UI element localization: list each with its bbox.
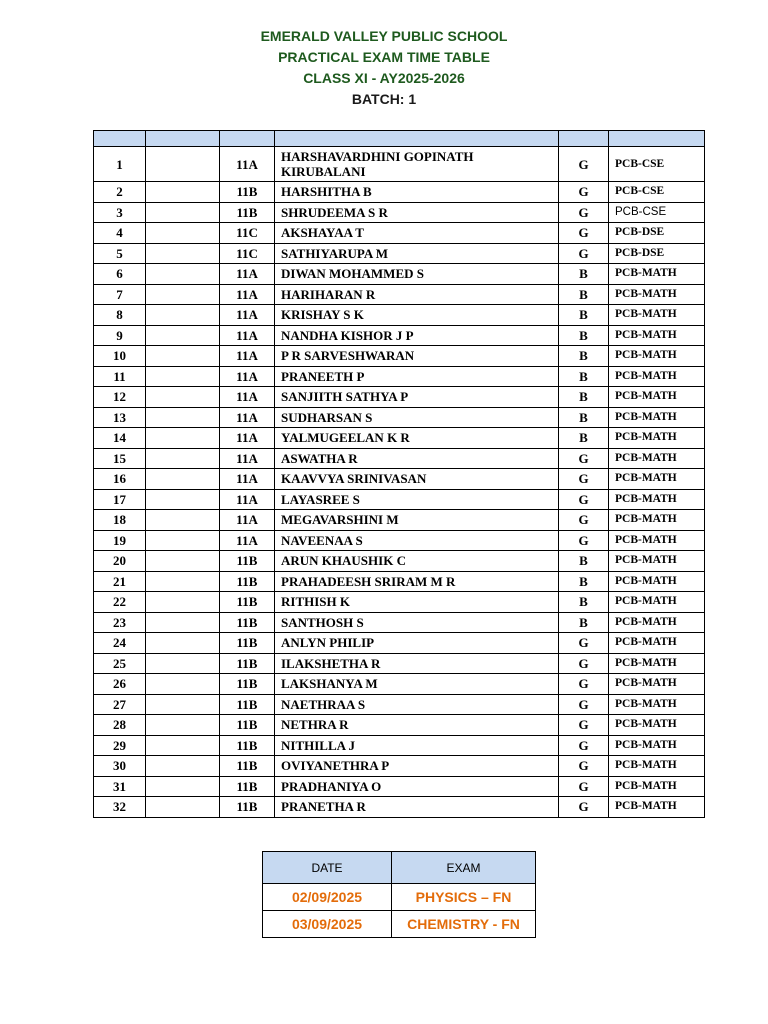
table-row — [94, 592, 705, 613]
student-name: ILAKSHETHA R — [275, 653, 559, 674]
stream: PCB-MATH — [609, 448, 705, 469]
stream: PCB-MATH — [609, 571, 705, 592]
section: 11B — [220, 653, 275, 674]
document-title: PRACTICAL EXAM TIME TABLE — [278, 49, 490, 65]
blank-cell — [146, 243, 220, 264]
row-number: 6 — [94, 264, 146, 285]
row-number: 26 — [94, 674, 146, 695]
table-header-row — [94, 131, 705, 147]
blank-cell — [146, 735, 220, 756]
row-number: 9 — [94, 325, 146, 346]
blank-cell — [146, 284, 220, 305]
stream: PCB-CSE — [609, 202, 705, 223]
row-number: 14 — [94, 428, 146, 449]
gender: B — [559, 612, 609, 633]
stream: PCB-MATH — [609, 489, 705, 510]
student-name: PRANETHA R — [275, 797, 559, 818]
gender: B — [559, 571, 609, 592]
exam-date: 03/09/2025 — [263, 911, 392, 938]
section: 11A — [220, 346, 275, 367]
section: 11A — [220, 448, 275, 469]
section: 11A — [220, 325, 275, 346]
stream: PCB-MATH — [609, 407, 705, 428]
student-name: PRAHADEESH SRIRAM M R — [275, 571, 559, 592]
gender: B — [559, 264, 609, 285]
row-number: 3 — [94, 202, 146, 223]
student-name: ASWATHA R — [275, 448, 559, 469]
blank-cell — [146, 592, 220, 613]
stream: PCB-MATH — [609, 366, 705, 387]
blank-cell — [146, 264, 220, 285]
table-row — [94, 366, 705, 387]
blank-cell — [146, 551, 220, 572]
gender: B — [559, 366, 609, 387]
blank-cell — [146, 346, 220, 367]
gender: G — [559, 797, 609, 818]
table-row — [94, 571, 705, 592]
stream: PCB-MATH — [609, 551, 705, 572]
gender: G — [559, 243, 609, 264]
gender: B — [559, 325, 609, 346]
row-number: 30 — [94, 756, 146, 777]
header-cell — [94, 131, 146, 147]
table-row — [94, 428, 705, 449]
student-name: SHRUDEEMA S R — [275, 202, 559, 223]
blank-cell — [146, 366, 220, 387]
row-number: 2 — [94, 182, 146, 203]
student-name: OVIYANETHRA P — [275, 756, 559, 777]
table-row — [94, 469, 705, 490]
exam-header-row — [263, 852, 536, 884]
stream: PCB-MATH — [609, 797, 705, 818]
header-cell — [275, 131, 559, 147]
section: 11B — [220, 756, 275, 777]
blank-cell — [146, 612, 220, 633]
stream: PCB-MATH — [609, 284, 705, 305]
section: 11A — [220, 147, 275, 182]
student-name: P R SARVESHWARAN — [275, 346, 559, 367]
table-row — [94, 182, 705, 203]
table-row — [94, 653, 705, 674]
section: 11B — [220, 571, 275, 592]
section: 11A — [220, 264, 275, 285]
student-name: KRISHAY S K — [275, 305, 559, 326]
row-number: 23 — [94, 612, 146, 633]
gender: G — [559, 694, 609, 715]
blank-cell — [146, 756, 220, 777]
blank-cell — [146, 694, 220, 715]
table-row — [94, 387, 705, 408]
student-name: LAYASREE S — [275, 489, 559, 510]
stream: PCB-DSE — [609, 243, 705, 264]
blank-cell — [146, 510, 220, 531]
gender: B — [559, 428, 609, 449]
stream: PCB-MATH — [609, 776, 705, 797]
student-name: LAKSHANYA M — [275, 674, 559, 695]
blank-cell — [146, 325, 220, 346]
table-row — [94, 715, 705, 736]
section: 11B — [220, 551, 275, 572]
section: 11C — [220, 223, 275, 244]
blank-cell — [146, 776, 220, 797]
document-header — [0, 26, 768, 110]
header-cell — [609, 131, 705, 147]
blank-cell — [146, 633, 220, 654]
section: 11B — [220, 674, 275, 695]
row-number: 20 — [94, 551, 146, 572]
gender: G — [559, 469, 609, 490]
header-cell — [146, 131, 220, 147]
row-number: 29 — [94, 735, 146, 756]
gender: G — [559, 776, 609, 797]
gender: B — [559, 284, 609, 305]
gender: G — [559, 448, 609, 469]
student-name: DIWAN MOHAMMED S — [275, 264, 559, 285]
stream: PCB-MATH — [609, 325, 705, 346]
blank-cell — [146, 202, 220, 223]
gender: G — [559, 653, 609, 674]
stream: PCB-MATH — [609, 612, 705, 633]
gender: B — [559, 387, 609, 408]
stream: PCB-MATH — [609, 469, 705, 490]
table-row — [94, 223, 705, 244]
exam-header: EXAM — [392, 852, 536, 884]
stream: PCB-CSE — [609, 182, 705, 203]
section: 11B — [220, 776, 275, 797]
row-number: 25 — [94, 653, 146, 674]
blank-cell — [146, 223, 220, 244]
row-number: 22 — [94, 592, 146, 613]
blank-cell — [146, 147, 220, 182]
blank-cell — [146, 571, 220, 592]
student-name: SATHIYARUPA M — [275, 243, 559, 264]
gender: G — [559, 223, 609, 244]
stream: PCB-MATH — [609, 756, 705, 777]
section: 11B — [220, 735, 275, 756]
section: 11A — [220, 530, 275, 551]
blank-cell — [146, 530, 220, 551]
section: 11A — [220, 284, 275, 305]
section: 11B — [220, 797, 275, 818]
gender: G — [559, 510, 609, 531]
exam-date: 02/09/2025 — [263, 884, 392, 911]
blank-cell — [146, 305, 220, 326]
student-name: NANDHA KISHOR J P — [275, 325, 559, 346]
header-cell — [559, 131, 609, 147]
batch-label: BATCH: 1 — [351, 91, 417, 107]
exam-schedule-table — [262, 851, 536, 938]
stream: PCB-MATH — [609, 735, 705, 756]
row-number: 13 — [94, 407, 146, 428]
stream: PCB-MATH — [609, 674, 705, 695]
stream: PCB-MATH — [609, 633, 705, 654]
blank-cell — [146, 653, 220, 674]
table-row — [94, 510, 705, 531]
row-number: 10 — [94, 346, 146, 367]
blank-cell — [146, 797, 220, 818]
table-row — [94, 633, 705, 654]
table-row — [94, 202, 705, 223]
section: 11A — [220, 510, 275, 531]
table-row — [94, 776, 705, 797]
table-row — [94, 735, 705, 756]
blank-cell — [146, 715, 220, 736]
stream: PCB-DSE — [609, 223, 705, 244]
student-name: SANTHOSH S — [275, 612, 559, 633]
table-row — [94, 264, 705, 285]
gender: B — [559, 346, 609, 367]
student-name: SUDHARSAN S — [275, 407, 559, 428]
exam-subject: CHEMISTRY - FN — [392, 911, 536, 938]
student-name: NETHRA R — [275, 715, 559, 736]
table-row — [94, 551, 705, 572]
student-name: RITHISH K — [275, 592, 559, 613]
section: 11B — [220, 202, 275, 223]
section: 11B — [220, 612, 275, 633]
row-number: 8 — [94, 305, 146, 326]
gender: G — [559, 147, 609, 182]
student-name: HARIHARAN R — [275, 284, 559, 305]
gender: G — [559, 715, 609, 736]
section: 11A — [220, 489, 275, 510]
gender: B — [559, 551, 609, 572]
gender: B — [559, 592, 609, 613]
gender: G — [559, 633, 609, 654]
table-row — [94, 243, 705, 264]
table-row — [94, 346, 705, 367]
gender: B — [559, 305, 609, 326]
section: 11A — [220, 305, 275, 326]
stream: PCB-MATH — [609, 510, 705, 531]
row-number: 5 — [94, 243, 146, 264]
row-number: 31 — [94, 776, 146, 797]
gender: G — [559, 182, 609, 203]
section: 11B — [220, 633, 275, 654]
blank-cell — [146, 674, 220, 695]
table-row — [94, 612, 705, 633]
row-number: 11 — [94, 366, 146, 387]
section: 11B — [220, 182, 275, 203]
row-number: 27 — [94, 694, 146, 715]
row-number: 15 — [94, 448, 146, 469]
gender: B — [559, 407, 609, 428]
table-row — [94, 674, 705, 695]
section: 11A — [220, 366, 275, 387]
stream: PCB-MATH — [609, 264, 705, 285]
blank-cell — [146, 489, 220, 510]
header-cell — [220, 131, 275, 147]
section: 11B — [220, 694, 275, 715]
stream: PCB-MATH — [609, 653, 705, 674]
section: 11B — [220, 592, 275, 613]
school-name: EMERALD VALLEY PUBLIC SCHOOL — [260, 28, 508, 44]
row-number: 4 — [94, 223, 146, 244]
table-row — [94, 147, 705, 182]
gender: G — [559, 735, 609, 756]
blank-cell — [146, 387, 220, 408]
row-number: 28 — [94, 715, 146, 736]
table-row — [94, 489, 705, 510]
row-number: 24 — [94, 633, 146, 654]
gender: G — [559, 202, 609, 223]
student-name: ANLYN PHILIP — [275, 633, 559, 654]
blank-cell — [146, 182, 220, 203]
table-row — [94, 694, 705, 715]
row-number: 17 — [94, 489, 146, 510]
gender: G — [559, 489, 609, 510]
row-number: 16 — [94, 469, 146, 490]
student-name: NAETHRAA S — [275, 694, 559, 715]
exam-subject: PHYSICS – FN — [392, 884, 536, 911]
table-row — [94, 407, 705, 428]
stream: PCB-MATH — [609, 387, 705, 408]
table-row — [94, 530, 705, 551]
blank-cell — [146, 428, 220, 449]
section: 11C — [220, 243, 275, 264]
gender: G — [559, 756, 609, 777]
stream: PCB-MATH — [609, 715, 705, 736]
student-name: NITHILLA J — [275, 735, 559, 756]
table-row — [94, 756, 705, 777]
gender: G — [559, 674, 609, 695]
student-name: ARUN KHAUSHIK C — [275, 551, 559, 572]
row-number: 19 — [94, 530, 146, 551]
student-name: HARSHAVARDHINI GOPINATH KIRUBALANI — [275, 147, 559, 182]
gender: G — [559, 530, 609, 551]
stream: PCB-MATH — [609, 346, 705, 367]
date-header: DATE — [263, 852, 392, 884]
section: 11A — [220, 469, 275, 490]
table-row — [94, 284, 705, 305]
student-name: MEGAVARSHINI M — [275, 510, 559, 531]
stream: PCB-MATH — [609, 428, 705, 449]
section: 11A — [220, 407, 275, 428]
student-name: KAAVVYA SRINIVASAN — [275, 469, 559, 490]
row-number: 32 — [94, 797, 146, 818]
row-number: 18 — [94, 510, 146, 531]
student-name: HARSHITHA B — [275, 182, 559, 203]
section: 11A — [220, 387, 275, 408]
student-name: NAVEENAA S — [275, 530, 559, 551]
student-name: YALMUGEELAN K R — [275, 428, 559, 449]
class-year: CLASS XI - AY2025-2026 — [303, 70, 465, 86]
stream: PCB-MATH — [609, 530, 705, 551]
student-name: PRANEETH P — [275, 366, 559, 387]
row-number: 1 — [94, 147, 146, 182]
row-number: 12 — [94, 387, 146, 408]
row-number: 21 — [94, 571, 146, 592]
row-number: 7 — [94, 284, 146, 305]
table-row — [94, 797, 705, 818]
blank-cell — [146, 469, 220, 490]
student-rows — [94, 147, 705, 818]
student-name: SANJIITH SATHYA P — [275, 387, 559, 408]
section: 11A — [220, 428, 275, 449]
stream: PCB-MATH — [609, 694, 705, 715]
table-row — [94, 325, 705, 346]
exam-row — [263, 884, 536, 911]
student-name: AKSHAYAA T — [275, 223, 559, 244]
stream: PCB-MATH — [609, 305, 705, 326]
student-name: PRADHANIYA O — [275, 776, 559, 797]
stream: PCB-MATH — [609, 592, 705, 613]
blank-cell — [146, 448, 220, 469]
blank-cell — [146, 407, 220, 428]
student-table — [93, 130, 705, 818]
table-row — [94, 305, 705, 326]
section: 11B — [220, 715, 275, 736]
table-row — [94, 448, 705, 469]
stream: PCB-CSE — [609, 147, 705, 182]
exam-row — [263, 911, 536, 938]
